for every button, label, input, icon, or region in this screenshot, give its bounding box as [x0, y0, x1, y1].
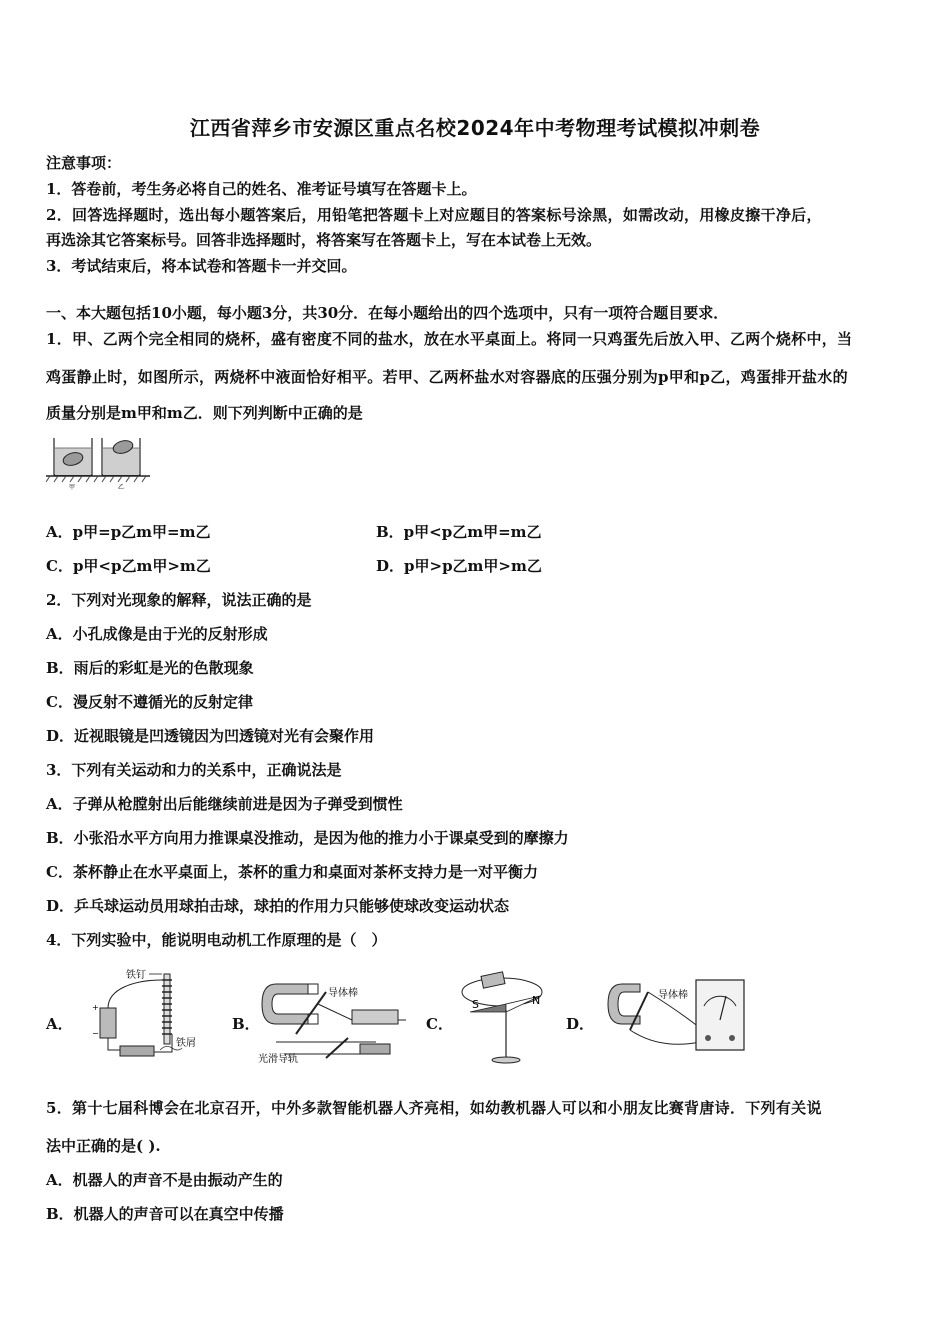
- notice-item: 3．考试结束后，将本试卷和答题卡一并交回。: [46, 257, 357, 275]
- label-yi: 乙: [118, 484, 125, 490]
- q4-stem: 4．下列实验中，能说明电动机工作原理的是（ ）: [46, 931, 387, 949]
- q4-figure-galvanometer: [600, 972, 750, 1056]
- q5-option: B．机器人的声音可以在真空中传播: [46, 1205, 284, 1223]
- svg-text:+: +: [92, 1003, 99, 1012]
- q5-option: A．机器人的声音不是由振动产生的: [46, 1171, 283, 1189]
- q1-stem-line: 鸡蛋静止时，如图所示，两烧杯中液面恰好相平。若甲、乙两杯盐水对容器底的压强分别为p甲和p乙，鸡蛋排开盐水的: [46, 368, 848, 386]
- svg-text:−: −: [92, 1029, 99, 1038]
- q1-stem-line: 1．甲、乙两个完全相同的烧杯，盛有密度不同的盐水，放在水平桌面上。将同一只鸡蛋先后放入甲、乙两个烧杯中，当: [46, 330, 853, 348]
- q1-option-b: B．p甲<p乙m甲=m乙: [376, 523, 542, 541]
- notice-heading: 注意事项：: [46, 154, 122, 172]
- q4-figure-horseshoe-rod: [256, 972, 412, 1064]
- notice-item: 1．答卷前，考生务必将自己的姓名、准考证号填写在答题卡上。: [46, 180, 477, 198]
- q5-stem-line: 5．第十七届科博会在北京召开，中外多款智能机器人齐亮相，如幼教机器人可以和小朋友比赛背唐诗．下列有关说: [46, 1099, 822, 1117]
- q1-beakers-figure: [46, 432, 150, 490]
- q4-option-c-letter: C．: [426, 1015, 453, 1033]
- page-title: 江西省萍乡市安源区重点名校2024年中考物理考试模拟冲刺卷: [189, 116, 761, 140]
- q2-option: C．漫反射不遵循光的反射定律: [46, 693, 253, 711]
- q3-option: C．茶杯静止在水平桌面上，茶杯的重力和桌面对茶杯支持力是一对平衡力: [46, 863, 538, 881]
- label-iron-nail: 铁钉: [126, 970, 146, 981]
- label-smooth-rail: 光滑导轨: [258, 1054, 298, 1064]
- label-conductor-rod: 导体棒: [328, 988, 358, 999]
- notice-item: 2．回答选择题时，选出每小题答案后，用铅笔把答题卡上对应题目的答案标号涂黑，如需改动，用橡皮擦干净后，: [46, 206, 822, 224]
- label-n-pole: N: [532, 994, 541, 1007]
- q4-option-a-letter: A．: [46, 1015, 73, 1033]
- q3-option: B．小张沿水平方向用力推课桌没推动，是因为他的推力小于课桌受到的摩擦力: [46, 829, 569, 847]
- galvanometer: [696, 980, 744, 1050]
- q4-option-b-letter: B．: [232, 1015, 260, 1033]
- q4-figure-oersted: [456, 966, 552, 1068]
- q2-stem: 2．下列对光现象的解释，说法正确的是: [46, 591, 312, 609]
- q1-stem-line: 质量分别是m甲和m乙．则下列判断中正确的是: [46, 404, 363, 422]
- label-jia: 甲: [69, 484, 76, 490]
- label-conductor-rod-d: 导体棒: [658, 990, 688, 1001]
- q2-option: A．小孔成像是由于光的反射形成: [46, 625, 268, 643]
- q3-option: A．子弹从枪膛射出后能继续前进是因为子弹受到惯性: [46, 795, 403, 813]
- label-s-pole: S: [472, 998, 479, 1011]
- q2-option: B．雨后的彩虹是光的色散现象: [46, 659, 254, 677]
- q1-option-a: A．p甲=p乙m甲=m乙: [46, 523, 211, 541]
- q1-option-c: C．p甲<p乙m甲>m乙: [46, 557, 211, 575]
- notice-item: 再选涂其它答案标号。回答非选择题时，将答案写在答题卡上，写在本试卷上无效。: [46, 231, 602, 249]
- label-iron-filings: 铁屑: [176, 1038, 196, 1049]
- section-heading: 一、本大题包括10小题，每小题3分，共30分．在每小题给出的四个选项中，只有一项符合题目要求．: [46, 304, 729, 322]
- q3-stem: 3．下列有关运动和力的关系中，正确说法是: [46, 761, 342, 779]
- q4-figure-electromagnet: [86, 966, 216, 1064]
- q4-option-d-letter: D．: [566, 1015, 595, 1033]
- q3-option: D．乒乓球运动员用球拍击球，球拍的作用力只能够使球改变运动状态: [46, 897, 510, 915]
- q5-stem-line: 法中正确的是( ).: [46, 1137, 161, 1155]
- q2-option: D．近视眼镜是凹透镜因为凹透镜对光有会聚作用: [46, 727, 375, 745]
- q1-option-d: D．p甲>p乙m甲>m乙: [376, 557, 542, 575]
